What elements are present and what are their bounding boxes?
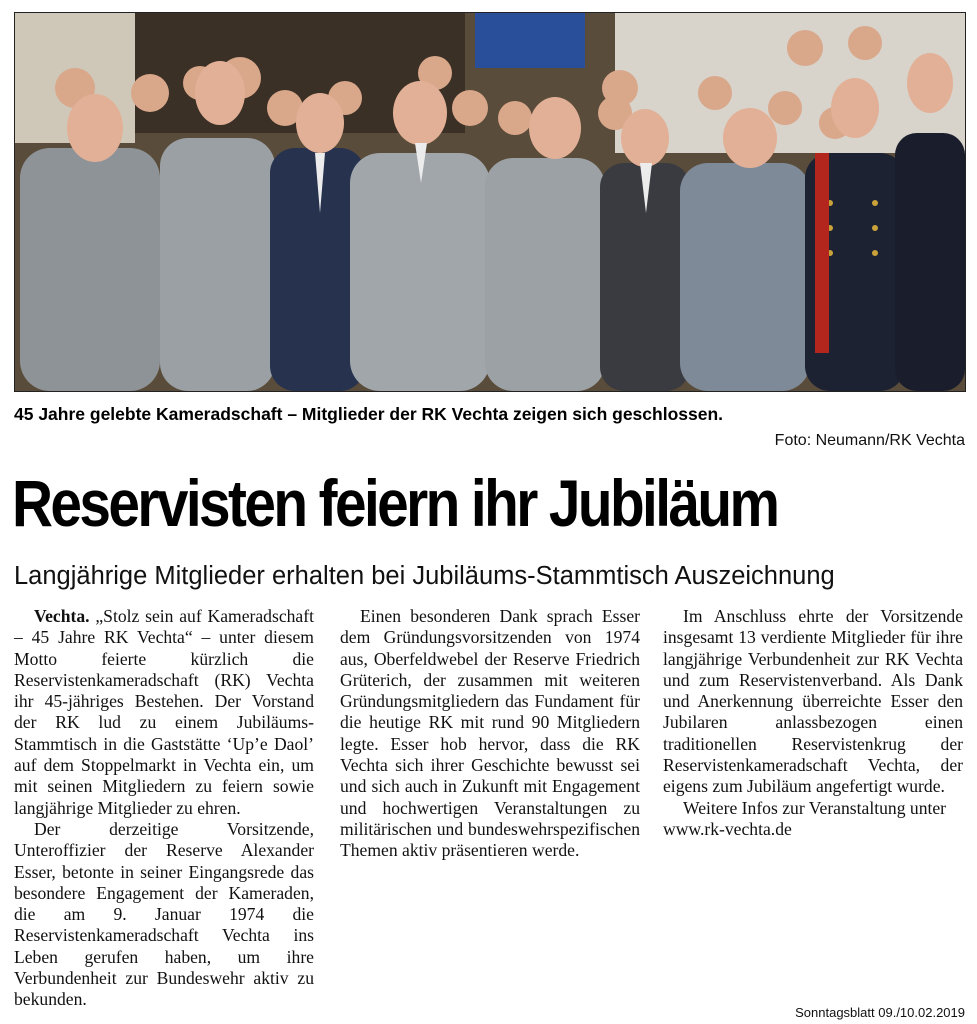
paragraph-3-text: Einen besonderen Dank sprach Esser dem Gründungsvorsitzenden von 1974 aus, Oberfeldwebel der Reserve Friedrich Grüterich, der zusammen mit weiteren Gründungsmitgliedern das Fundament für die heutige RK mit rund 90 Mitgliedern legte. Esser hob hervor, dass die RK Vechta sich ihrer Geschichte bewusst sei und sich auch in Zukunft mit Engagement und hochwertigen Veranstaltungen zu militärischen und bundeswehrspezifischen Themen aktiv präsentieren werde. — [340, 606, 640, 861]
subheadline: Langjährige Mitglieder erhalten bei Jubiläums-Stammtisch Auszeichnung — [14, 562, 835, 590]
paragraph-4-text: Im Anschluss ehrte der Vorsitzende insgesamt 13 verdiente Mitglieder für ihre langjährige Verbundenheit zur RK Vechta und zum Reservistenverband. Als Dank und Anerkennung überreichte Esser den Jubilaren anlassbezogen einen traditionellen Reservistenkrug der Reservistenkameradschaft Vechta, der eigens zum Jubiläum angefertigt wurde. — [663, 606, 963, 797]
dateline: Vechta. — [34, 606, 90, 626]
headline: Reservisten feiern ihr Jubiläum — [12, 466, 778, 540]
article-paragraph-2 — [14, 819, 314, 1011]
group-photo — [14, 12, 966, 392]
article-paragraph-5 — [663, 798, 963, 841]
article-column-2 — [340, 606, 640, 862]
article-column-3 — [663, 606, 963, 840]
article-paragraph-3 — [340, 606, 640, 862]
paragraph-2-text: Der derzeitige Vorsitzende, Unteroffizier der Reserve Alexander Esser, betonte in seiner Eingangsrede das besondere Engagement der Kameraden, die am 9. Januar 1974 die Reservistenkameradschaft Vechta ins Leben gerufen haben, um ihre Verbundenheit zur Bundeswehr aktiv zu bekunden. — [14, 818, 314, 1010]
article-column-1 — [14, 606, 314, 1011]
photo-caption: 45 Jahre gelebte Kameradschaft – Mitglieder der RK Vechta zeigen sich geschlossen. — [14, 404, 724, 424]
group-photo-icon — [15, 13, 965, 391]
paragraph-1-text: „Stolz sein auf Kameradschaft – 45 Jahre RK Vechta“ – unter diesem Motto feierte kürzlich die Reservistenkameradschaft (RK) Vechta ihr 45-jähriges Bestehen. Der Vorstand der RK lud zu einem Jubiläums-Stammtisch in die Gaststätte ‘Up’e Daol’ auf dem Stoppelmarkt in Vechta ein, um mit seinen Mitgliedern zu feiern sowie langjährige Mitglieder zu ehren. — [14, 606, 314, 818]
photo-credit: Foto: Neumann/RK Vechta — [774, 432, 965, 449]
source-footer: Sonntagsblatt 09./10.02.2019 — [795, 1005, 965, 1020]
article-paragraph-4 — [663, 606, 963, 798]
article-paragraph-1 — [14, 606, 314, 819]
paragraph-5-text: Weitere Infos zur Veranstaltung unter www.rk-vechta.de — [663, 797, 947, 839]
